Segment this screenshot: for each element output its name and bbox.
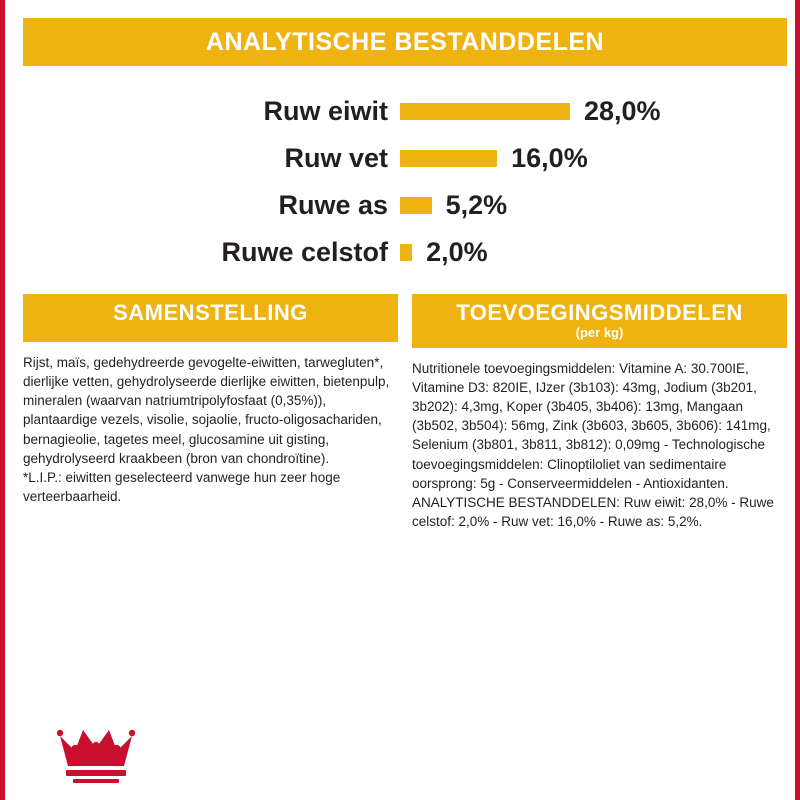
additives-heading-note: (per kg) [575,325,624,341]
additives-text: Nutritionele toevoegingsmiddelen: Vitamine A: 30.700IE, Vitamine D3: 820IE, IJzer (3b103): 43mg, Jodium (3b201, 3b202): 4,3mg, Koper (3b405, 3b406): 13mg, Mangaan (3b502, 3b504): 56mg, Zink (3b603, 3b605, 3b606): 141mg, Selenium (3b801, 3b811, 3b812): 0,09mg - Technologische toevoegingsmiddelen: Clinoptiloliet van sedimentaire oorsprong: 5g - Conserveermiddelen - Antioxidanten. ANALYTISCHE BESTANDDELEN: Ruw eiwit: 28,0% - Ruwe celstof: 2,0% - Ruw vet: 16,0% - Ruwe as: 5,2%. [412,360,774,529]
bar-row [23,135,787,182]
bar-track [400,143,787,174]
bar-label: Ruwe celstof [221,237,388,267]
page-footer [5,704,800,800]
composition-heading: SAMENSTELLING [23,294,398,342]
additives-heading [412,294,787,348]
bar-fill [400,150,497,167]
bar-label: Ruwe as [278,190,388,220]
bar-fill [400,244,412,261]
bar-label: Ruw vet [284,143,388,173]
bar-row [23,229,787,276]
analytical-constituents-heading: ANALYTISCHE BESTANDDELEN [23,18,787,66]
page-content [23,18,787,531]
analytical-bar-chart [23,88,787,276]
bar-fill [400,197,432,214]
bar-track [400,237,787,268]
composition-body [23,353,398,506]
composition-footnote: *L.I.P.: eiwitten geselecteerd vanwege hun zeer hoge verteerbaarheid. [23,469,341,505]
additives-column [412,294,787,531]
royal-canin-crown-logo [57,720,135,786]
bar-label: Ruw eiwit [263,96,388,126]
bar-row [23,182,787,229]
bar-fill [400,103,570,120]
bar-track [400,96,787,127]
bar-value: 16,0% [511,143,588,173]
composition-text: Rijst, maïs, gedehydreerde gevogelte-eiwitten, tarwegluten*, dierlijke vetten, gehydrolyseerde dierlijke eiwitten, bietenpulp, mineralen (waarvan natriumtripolyfosfaat (0,35%)), plantaardige vezels, visolie, sojaolie, fructo-oligosachariden, bernagieolie, tagetes meel, glucosamine uit gisting, gehydrolyseerd kraakbeen (bron van chondroïtine). [23,355,390,466]
additives-body [412,359,787,531]
bar-track [400,190,787,221]
bar-value: 28,0% [584,96,661,126]
additives-heading-text: TOEVOEGINGSMIDDELEN [456,300,743,325]
bar-value: 5,2% [445,190,508,220]
detail-columns [23,294,787,531]
bar-row [23,88,787,135]
bar-value: 2,0% [426,237,488,267]
composition-column [23,294,398,531]
